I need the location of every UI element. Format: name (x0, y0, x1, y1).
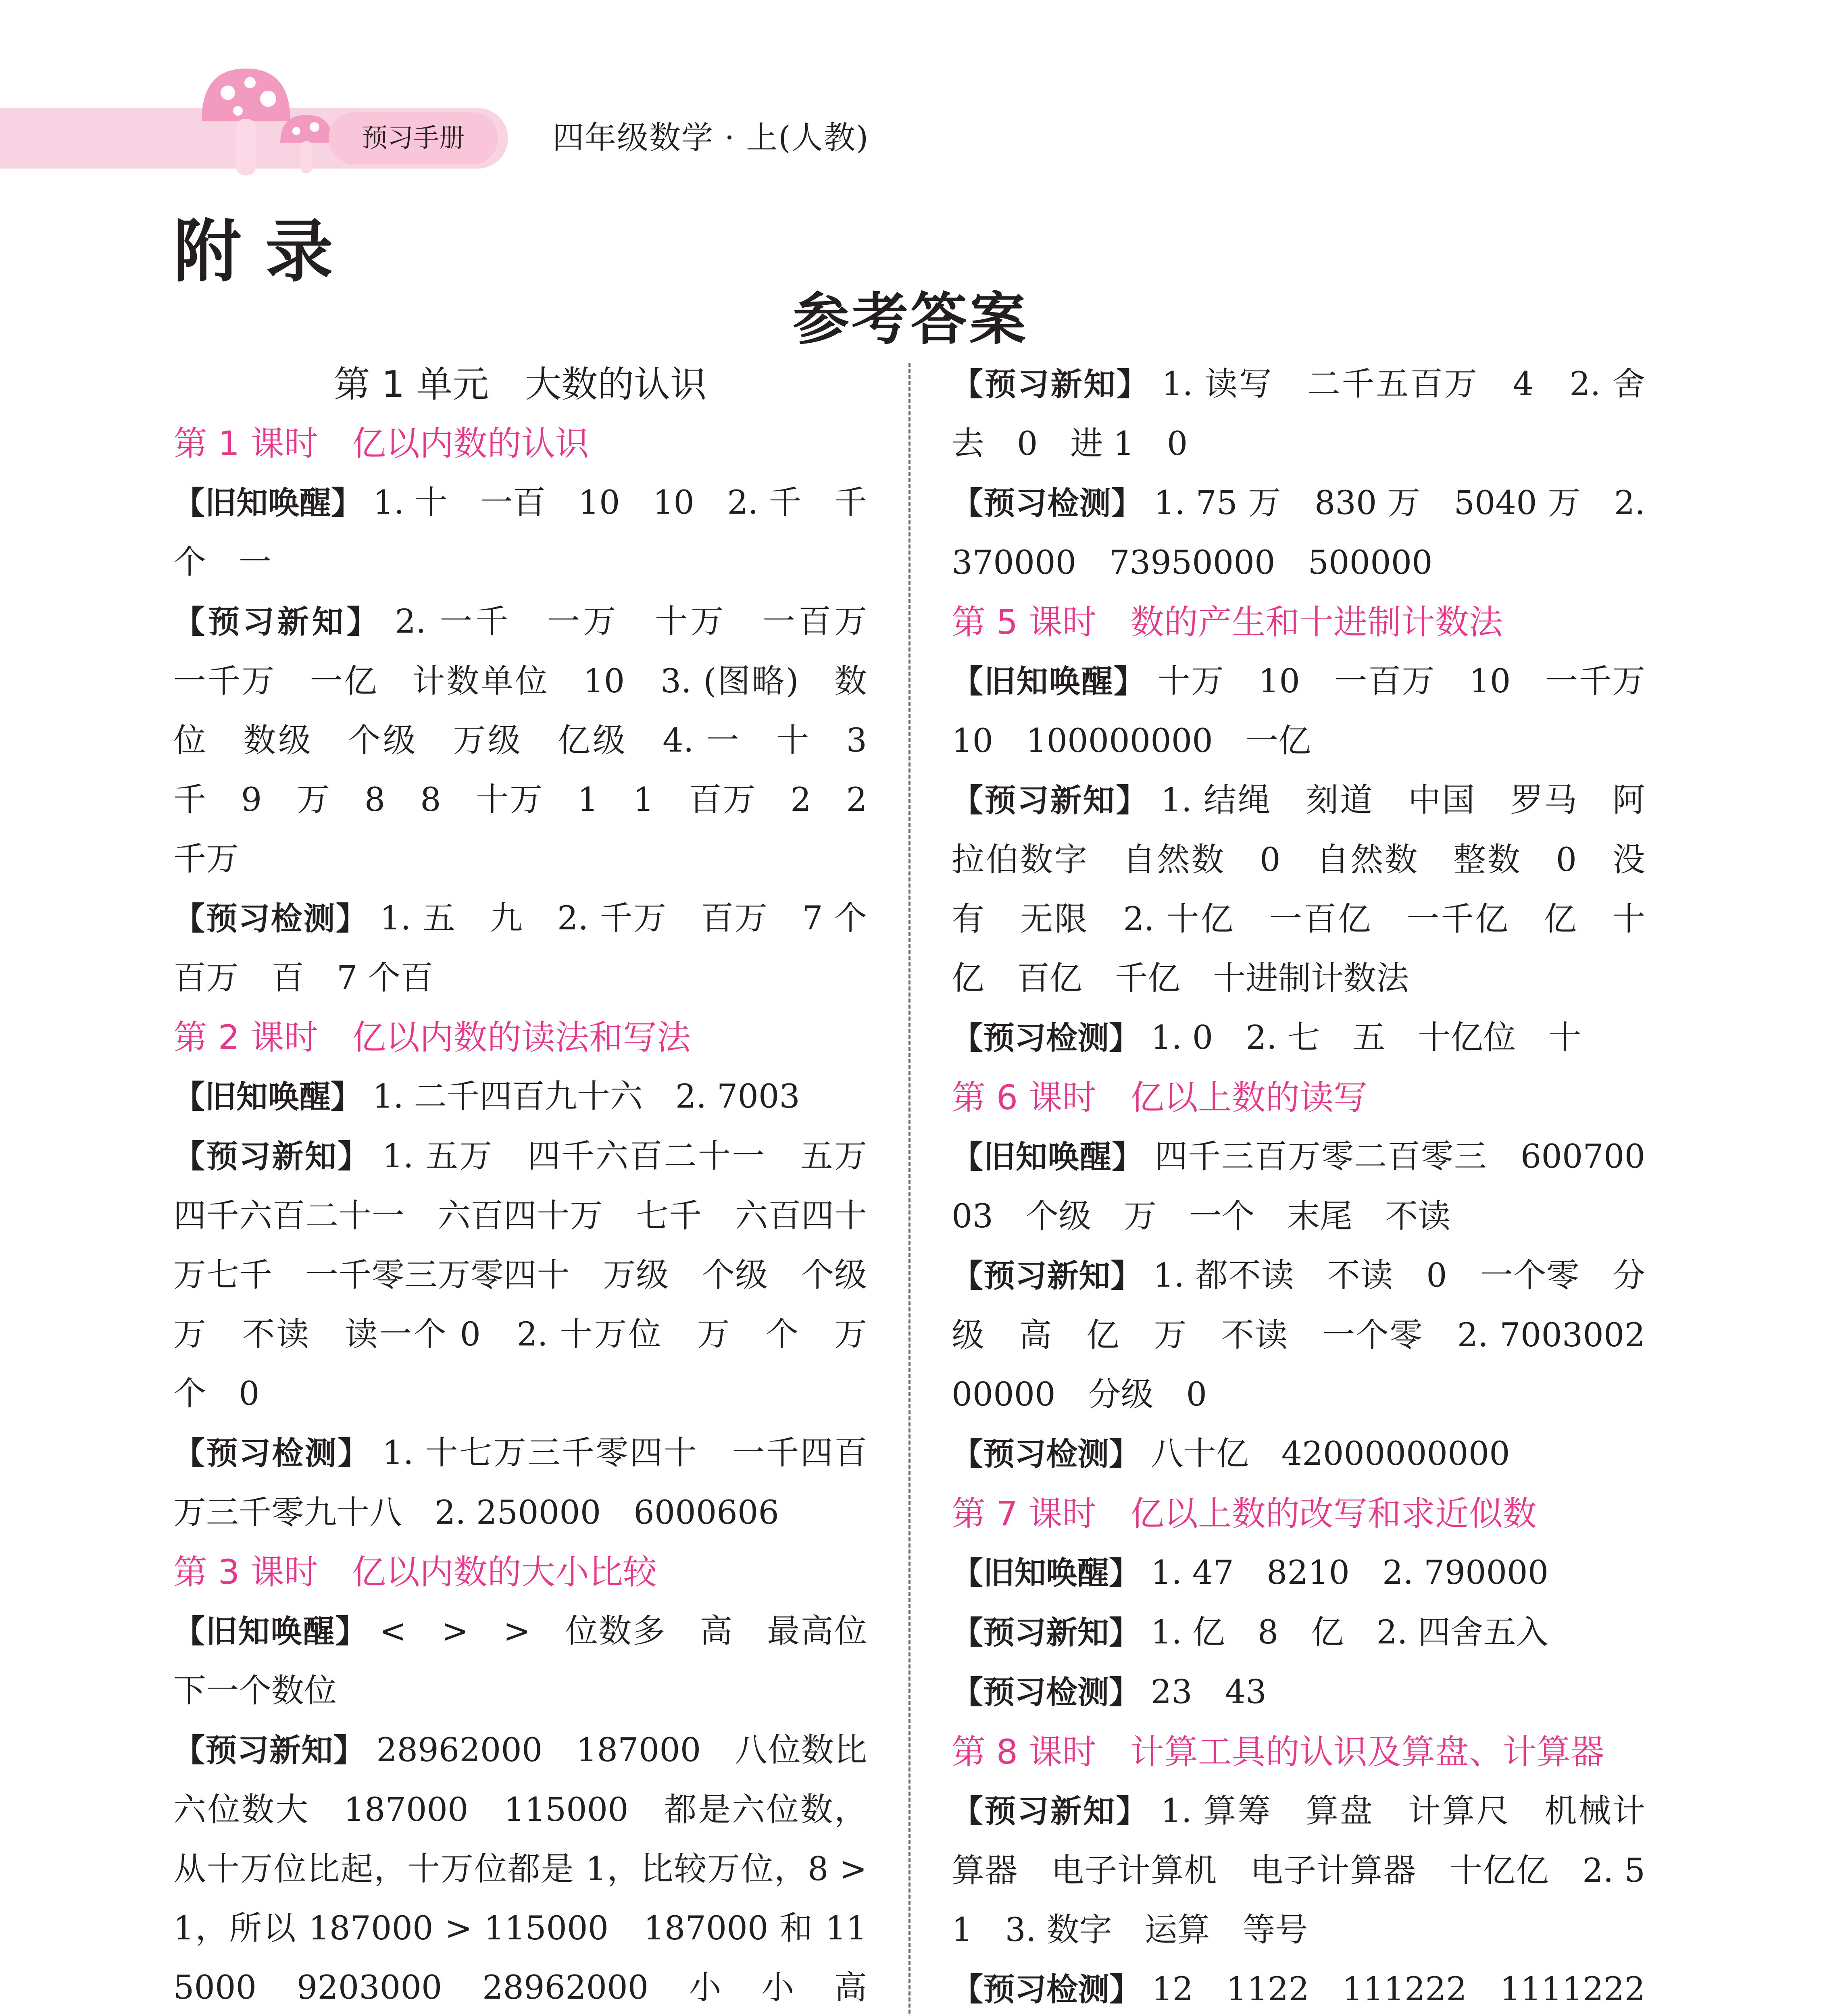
section-label: 【预习新知】 (173, 1139, 371, 1175)
lesson-title: 第 6 课时 亿以上数的读写 (952, 1078, 1367, 1117)
answer-paragraph (952, 355, 1645, 474)
answer-paragraph (952, 1663, 1645, 1722)
answer-text: 1. 五 九 2. 千万 百万 7 个百万 百 7 个百 (173, 900, 867, 997)
left-column (173, 355, 900, 2016)
answer-text: 1. 十七万三千零四十 一千四百万三千零九十八 2. 250000 6000606 (173, 1434, 867, 1532)
main-title: 参考答案 (792, 287, 1028, 352)
answer-text: < > > 位数多 高 最高位 下一个数位 (173, 1612, 900, 1710)
section-label: 【预习新知】 (952, 1258, 1143, 1294)
answer-paragraph (952, 1127, 1645, 1246)
column-divider (908, 363, 910, 2016)
answer-text: 12 1122 111222 1111222 (1151, 1970, 1645, 2008)
answer-paragraph (173, 1127, 900, 1424)
answer-paragraph (173, 592, 900, 889)
section-label: 【预习新知】 (952, 1793, 1149, 1830)
answer-text: 1. 二千四百九十六 2. 7003 (362, 1078, 800, 1116)
answer-text: 2. 一千 一万 十万 一百万 一千万 一亿 计数单位 10 3. (图略) 数位 数级 个级 万级 亿级 4. 一 十 3 千 9 万 8 8 十万 1 1 百万 2 2 千万 (173, 603, 900, 878)
answer-paragraph (173, 889, 867, 1008)
section-label: 【预习检测】 (952, 1972, 1141, 2008)
answer-text: 1. 十 一百 10 10 2. 千 千 个 一 (173, 484, 900, 581)
lesson-title: 第 1 课时 亿以内数的认识 (173, 424, 589, 463)
book-title: 四年级数学 · 上(人教) (552, 120, 869, 156)
answer-paragraph (952, 771, 1645, 1008)
section-label: 【旧知唤醒】 (952, 1555, 1141, 1591)
answer-paragraph (952, 1782, 1678, 1960)
answer-paragraph (952, 1603, 1645, 1663)
lesson-title: 第 5 课时 数的产生和十进制计数法 (952, 602, 1503, 642)
answer-text: 四千三百万零二百零三 60070003 个级 万 一个 末尾 不读 (952, 1138, 1645, 1235)
lesson-title: 第 8 课时 计算工具的认识及算盘、计算器 (952, 1732, 1604, 1772)
answer-text: 1. 0 2. 七 五 十亿位 十 (1140, 1019, 1581, 1057)
answer-text: 1. 算筹 算盘 计算尺 机械计算器 电子计算机 电子计算器 十亿亿 2. 5 1 3. 数字 运算 等号 (952, 1792, 1678, 1949)
section-label: 【预习新知】 (952, 783, 1149, 819)
answer-text: 1. 47 8210 2. 790000 (1140, 1554, 1549, 1592)
answer-paragraph (952, 1008, 1645, 1068)
lesson-title: 第 2 课时 亿以内数的读法和写法 (173, 1018, 691, 1057)
section-label: 【预习新知】 (952, 1615, 1141, 1651)
section-label: 【旧知唤醒】 (952, 1139, 1144, 1175)
answer-paragraph (173, 1067, 867, 1127)
section-label: 【预习检测】 (173, 901, 369, 937)
answer-paragraph (952, 1543, 1645, 1603)
section-label: 【预习新知】 (952, 367, 1150, 403)
answer-text: 23 43 (1140, 1673, 1267, 1711)
appendix-title: 附录 (173, 212, 357, 291)
answer-paragraph (952, 474, 1645, 593)
answer-text: 1. 读写 二千五百万 4 2. 舍去 0 进 1 0 (952, 365, 1645, 463)
section-label: 【预习检测】 (173, 1435, 371, 1472)
answer-text: 1. 75 万 830 万 5040 万 2. 370000 73950000 500000 (952, 484, 1645, 582)
unit-title: 第 1 单元 大数的认识 (333, 363, 707, 406)
answer-paragraph (952, 1960, 1645, 2016)
section-label: 【预习检测】 (952, 485, 1143, 522)
answer-paragraph (952, 652, 1678, 771)
answer-paragraph (952, 1246, 1645, 1425)
lesson-title: 第 3 课时 亿以内数的大小比较 (173, 1552, 657, 1592)
answer-paragraph (952, 1425, 1645, 1484)
section-label: 【旧知唤醒】 (173, 485, 363, 521)
section-label: 【旧知唤醒】 (952, 664, 1146, 700)
answer-text: 八十亿 42000000000 (1140, 1435, 1510, 1473)
section-label: 【预习新知】 (173, 604, 381, 640)
answer-text: 28962000 187000 八位数比六位数大 187000 115000 都是六位数，从十万位比起，十万位都是 1，比较万位，8 > 1，所以 187000 > 115000 187000 和 115000 9203000 28962000 小 小 高 (173, 1731, 867, 2007)
answer-text: 1. 亿 8 亿 2. 四舍五入 (1140, 1614, 1549, 1652)
section-label: 【预习检测】 (952, 1436, 1141, 1472)
section-label: 【预习新知】 (173, 1733, 366, 1769)
right-column (952, 355, 1678, 2016)
answer-text: 1. 结绳 刻道 中国 罗马 阿拉伯数字 自然数 0 自然数 整数 0 没有 无限 2. 十亿 一百亿 一千亿 亿 十亿 百亿 千亿 十进制计数法 (952, 781, 1645, 998)
answer-paragraph (173, 1602, 900, 1721)
answer-text: 1. 五万 四千六百二十一 五万四千六百二十一 六百四十万 七千 六百四十万七千 一千零三万零四十 万级 个级 个级 万 不读 读一个 0 2. 十万位 万 个 万 个 0 (173, 1137, 900, 1413)
section-label: 【预习检测】 (952, 1020, 1141, 1056)
answer-paragraph (173, 1424, 867, 1543)
answer-text: 1. 都不读 不读 0 一个零 分级 高 亿 万 不读 一个零 2. 700300200000 分级 0 (952, 1257, 1645, 1414)
answer-text: 十万 10 一百万 10 一千万 10 100000000 一亿 (952, 662, 1678, 760)
section-label: 【旧知唤醒】 (173, 1079, 363, 1115)
answer-paragraph (173, 1721, 867, 2016)
handbook-label: 预习手册 (329, 112, 498, 165)
lesson-title: 第 7 课时 亿以上数的改写和求近似数 (952, 1494, 1537, 1533)
answer-paragraph (173, 473, 900, 592)
section-label: 【旧知唤醒】 (173, 1614, 368, 1650)
section-label: 【预习检测】 (952, 1674, 1141, 1711)
